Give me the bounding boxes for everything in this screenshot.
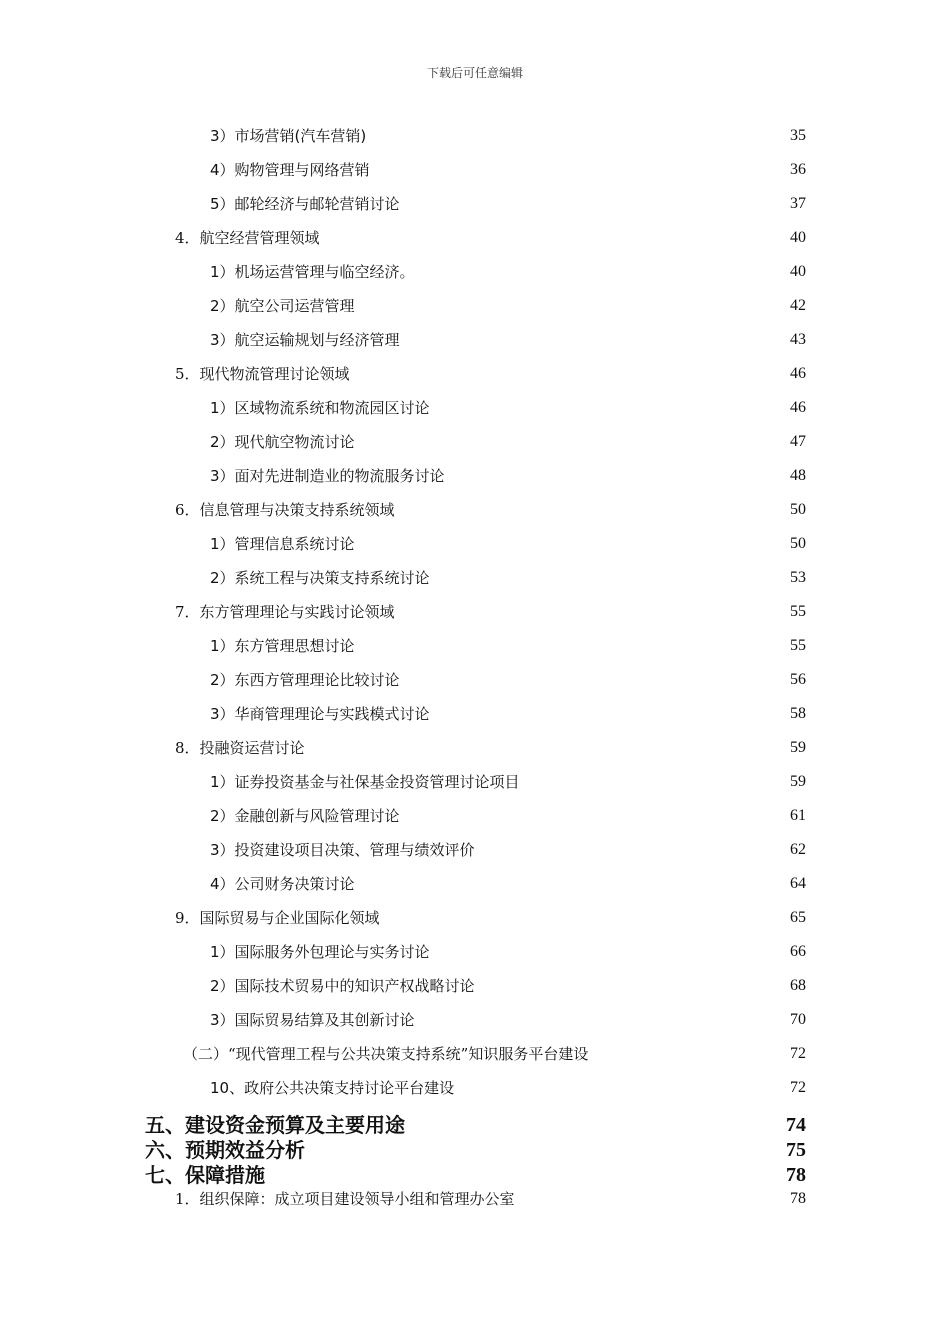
toc-entry-title: 9．国际贸易与企业国际化领域 (175, 909, 380, 927)
toc-entry-page-number: 72 (790, 1079, 806, 1096)
toc-entry-title: 1）东方管理思想讨论 (210, 637, 355, 655)
toc-entry-title: 2）航空公司运营管理 (210, 297, 355, 315)
toc-entry[interactable] (0, 735, 950, 761)
toc-entry-page-number: 56 (790, 671, 806, 688)
toc-entry-page-number: 35 (790, 127, 806, 144)
toc-entry-title: 2）东西方管理理论比较讨论 (210, 671, 400, 689)
toc-entry-page-number: 42 (790, 297, 806, 314)
toc-entry-page-number: 66 (790, 943, 806, 960)
toc-entry-title: 4）公司财务决策讨论 (210, 875, 355, 893)
toc-entry[interactable] (0, 1007, 950, 1033)
toc-entry-title: 1）管理信息系统讨论 (210, 535, 355, 553)
toc-entry-title: 2）系统工程与决策支持系统讨论 (210, 569, 430, 587)
toc-entry-title: 5．现代物流管理讨论领域 (175, 365, 350, 383)
toc-entry[interactable] (0, 497, 950, 523)
toc-entry-page-number: 78 (786, 1164, 806, 1186)
toc-entry-page-number: 36 (790, 161, 806, 178)
toc-entry[interactable] (0, 463, 950, 489)
toc-entry-page-number: 72 (790, 1045, 806, 1062)
toc-entry[interactable] (0, 769, 950, 795)
toc-entry-title: 1）区域物流系统和物流园区讨论 (210, 399, 430, 417)
toc-entry-title: 1）证券投资基金与社保基金投资管理讨论项目 (210, 773, 520, 791)
toc-entry-page-number: 53 (790, 569, 806, 586)
toc-entry-page-number: 58 (790, 705, 806, 722)
toc-entry-page-number: 46 (790, 365, 806, 382)
toc-entry-page-number: 40 (790, 263, 806, 280)
toc-entry-title: 1．组织保障：成立项目建设领导小组和管理办公室 (175, 1190, 515, 1208)
toc-entry-page-number: 68 (790, 977, 806, 994)
toc-entry[interactable] (0, 429, 950, 455)
toc-entry-title: 2）国际技术贸易中的知识产权战略讨论 (210, 977, 475, 995)
toc-entry-page-number: 37 (790, 195, 806, 212)
toc-entry-title: 3）国际贸易结算及其创新讨论 (210, 1011, 415, 1029)
toc-entry-page-number: 55 (790, 637, 806, 654)
toc-entry-page-number: 64 (790, 875, 806, 892)
toc-entry[interactable] (0, 157, 950, 183)
toc-entry-title: 3）投资建设项目决策、管理与绩效评价 (210, 841, 475, 859)
toc-entry-page-number: 59 (790, 773, 806, 790)
toc-entry-page-number: 70 (790, 1011, 806, 1028)
toc-entry[interactable] (0, 803, 950, 829)
toc-entry-page-number: 40 (790, 229, 806, 246)
toc-entry-page-number: 48 (790, 467, 806, 484)
toc-entry[interactable] (0, 1075, 950, 1101)
toc-entry-title: 3）市场营销(汽车营销) (210, 127, 367, 145)
toc-entry-page-number: 61 (790, 807, 806, 824)
toc-entry-page-number: 50 (790, 535, 806, 552)
toc-entry-title: 五、建设资金预算及主要用途 (145, 1113, 405, 1137)
toc-entry-page-number: 59 (790, 739, 806, 756)
toc-entry[interactable] (0, 667, 950, 693)
toc-entry-page-number: 78 (790, 1190, 806, 1207)
toc-entry-title: 六、预期效益分析 (145, 1138, 305, 1162)
toc-entry[interactable] (0, 1136, 950, 1164)
toc-entry-page-number: 46 (790, 399, 806, 416)
toc-entry[interactable] (0, 1111, 950, 1139)
page-header: 下载后可任意编辑 (426, 66, 523, 80)
toc-entry-title: 2）现代航空物流讨论 (210, 433, 355, 451)
toc-entry[interactable] (0, 1161, 950, 1189)
toc-entry[interactable] (0, 123, 950, 149)
toc-entry-page-number: 75 (786, 1139, 806, 1161)
toc-entry-title: 5）邮轮经济与邮轮营销讨论 (210, 195, 400, 213)
toc-entry[interactable] (0, 905, 950, 931)
toc-entry-title: 1）机场运营管理与临空经济。 (210, 263, 415, 281)
toc-entry-page-number: 55 (790, 603, 806, 620)
toc-entry[interactable] (0, 293, 950, 319)
toc-entry[interactable] (0, 259, 950, 285)
toc-entry-page-number: 65 (790, 909, 806, 926)
toc-entry-page-number: 62 (790, 841, 806, 858)
toc-entry-title: 8．投融资运营讨论 (175, 739, 305, 757)
toc-entry[interactable] (0, 1041, 950, 1067)
toc-entry-page-number: 50 (790, 501, 806, 518)
toc-entry-page-number: 74 (786, 1114, 806, 1136)
toc-entry[interactable] (0, 633, 950, 659)
toc-entry-title: 6．信息管理与决策支持系统领域 (175, 501, 395, 519)
toc-entry-title: 10、政府公共决策支持讨论平台建设 (210, 1079, 455, 1097)
toc-entry-page-number: 43 (790, 331, 806, 348)
toc-entry[interactable] (0, 191, 950, 217)
toc-entry-title: （二）“现代管理工程与公共决策支持系统”知识服务平台建设 (183, 1045, 589, 1063)
toc-entry[interactable] (0, 531, 950, 557)
toc-entry[interactable] (0, 395, 950, 421)
toc-entry-title: 4．航空经营管理领域 (175, 229, 320, 247)
toc-entry[interactable] (0, 837, 950, 863)
toc-entry[interactable] (0, 225, 950, 251)
toc-entry-title: 3）华商管理理论与实践模式讨论 (210, 705, 430, 723)
toc-entry[interactable] (0, 939, 950, 965)
toc-entry[interactable] (0, 361, 950, 387)
toc-entry[interactable] (0, 701, 950, 727)
toc-entry-title: 3）航空运输规划与经济管理 (210, 331, 400, 349)
toc-entry-title: 4）购物管理与网络营销 (210, 161, 370, 179)
toc-entry[interactable] (0, 1186, 950, 1212)
toc-entry[interactable] (0, 327, 950, 353)
toc-entry-title: 7．东方管理理论与实践讨论领域 (175, 603, 395, 621)
toc-entry[interactable] (0, 871, 950, 897)
toc-entry-title: 3）面对先进制造业的物流服务讨论 (210, 467, 445, 485)
toc-entry[interactable] (0, 565, 950, 591)
toc-entry-title: 2）金融创新与风险管理讨论 (210, 807, 400, 825)
toc-entry-title: 1）国际服务外包理论与实务讨论 (210, 943, 430, 961)
toc-entry[interactable] (0, 599, 950, 625)
toc-entry-page-number: 47 (790, 433, 806, 450)
toc-entry[interactable] (0, 973, 950, 999)
toc-entry-title: 七、保障措施 (145, 1163, 265, 1187)
